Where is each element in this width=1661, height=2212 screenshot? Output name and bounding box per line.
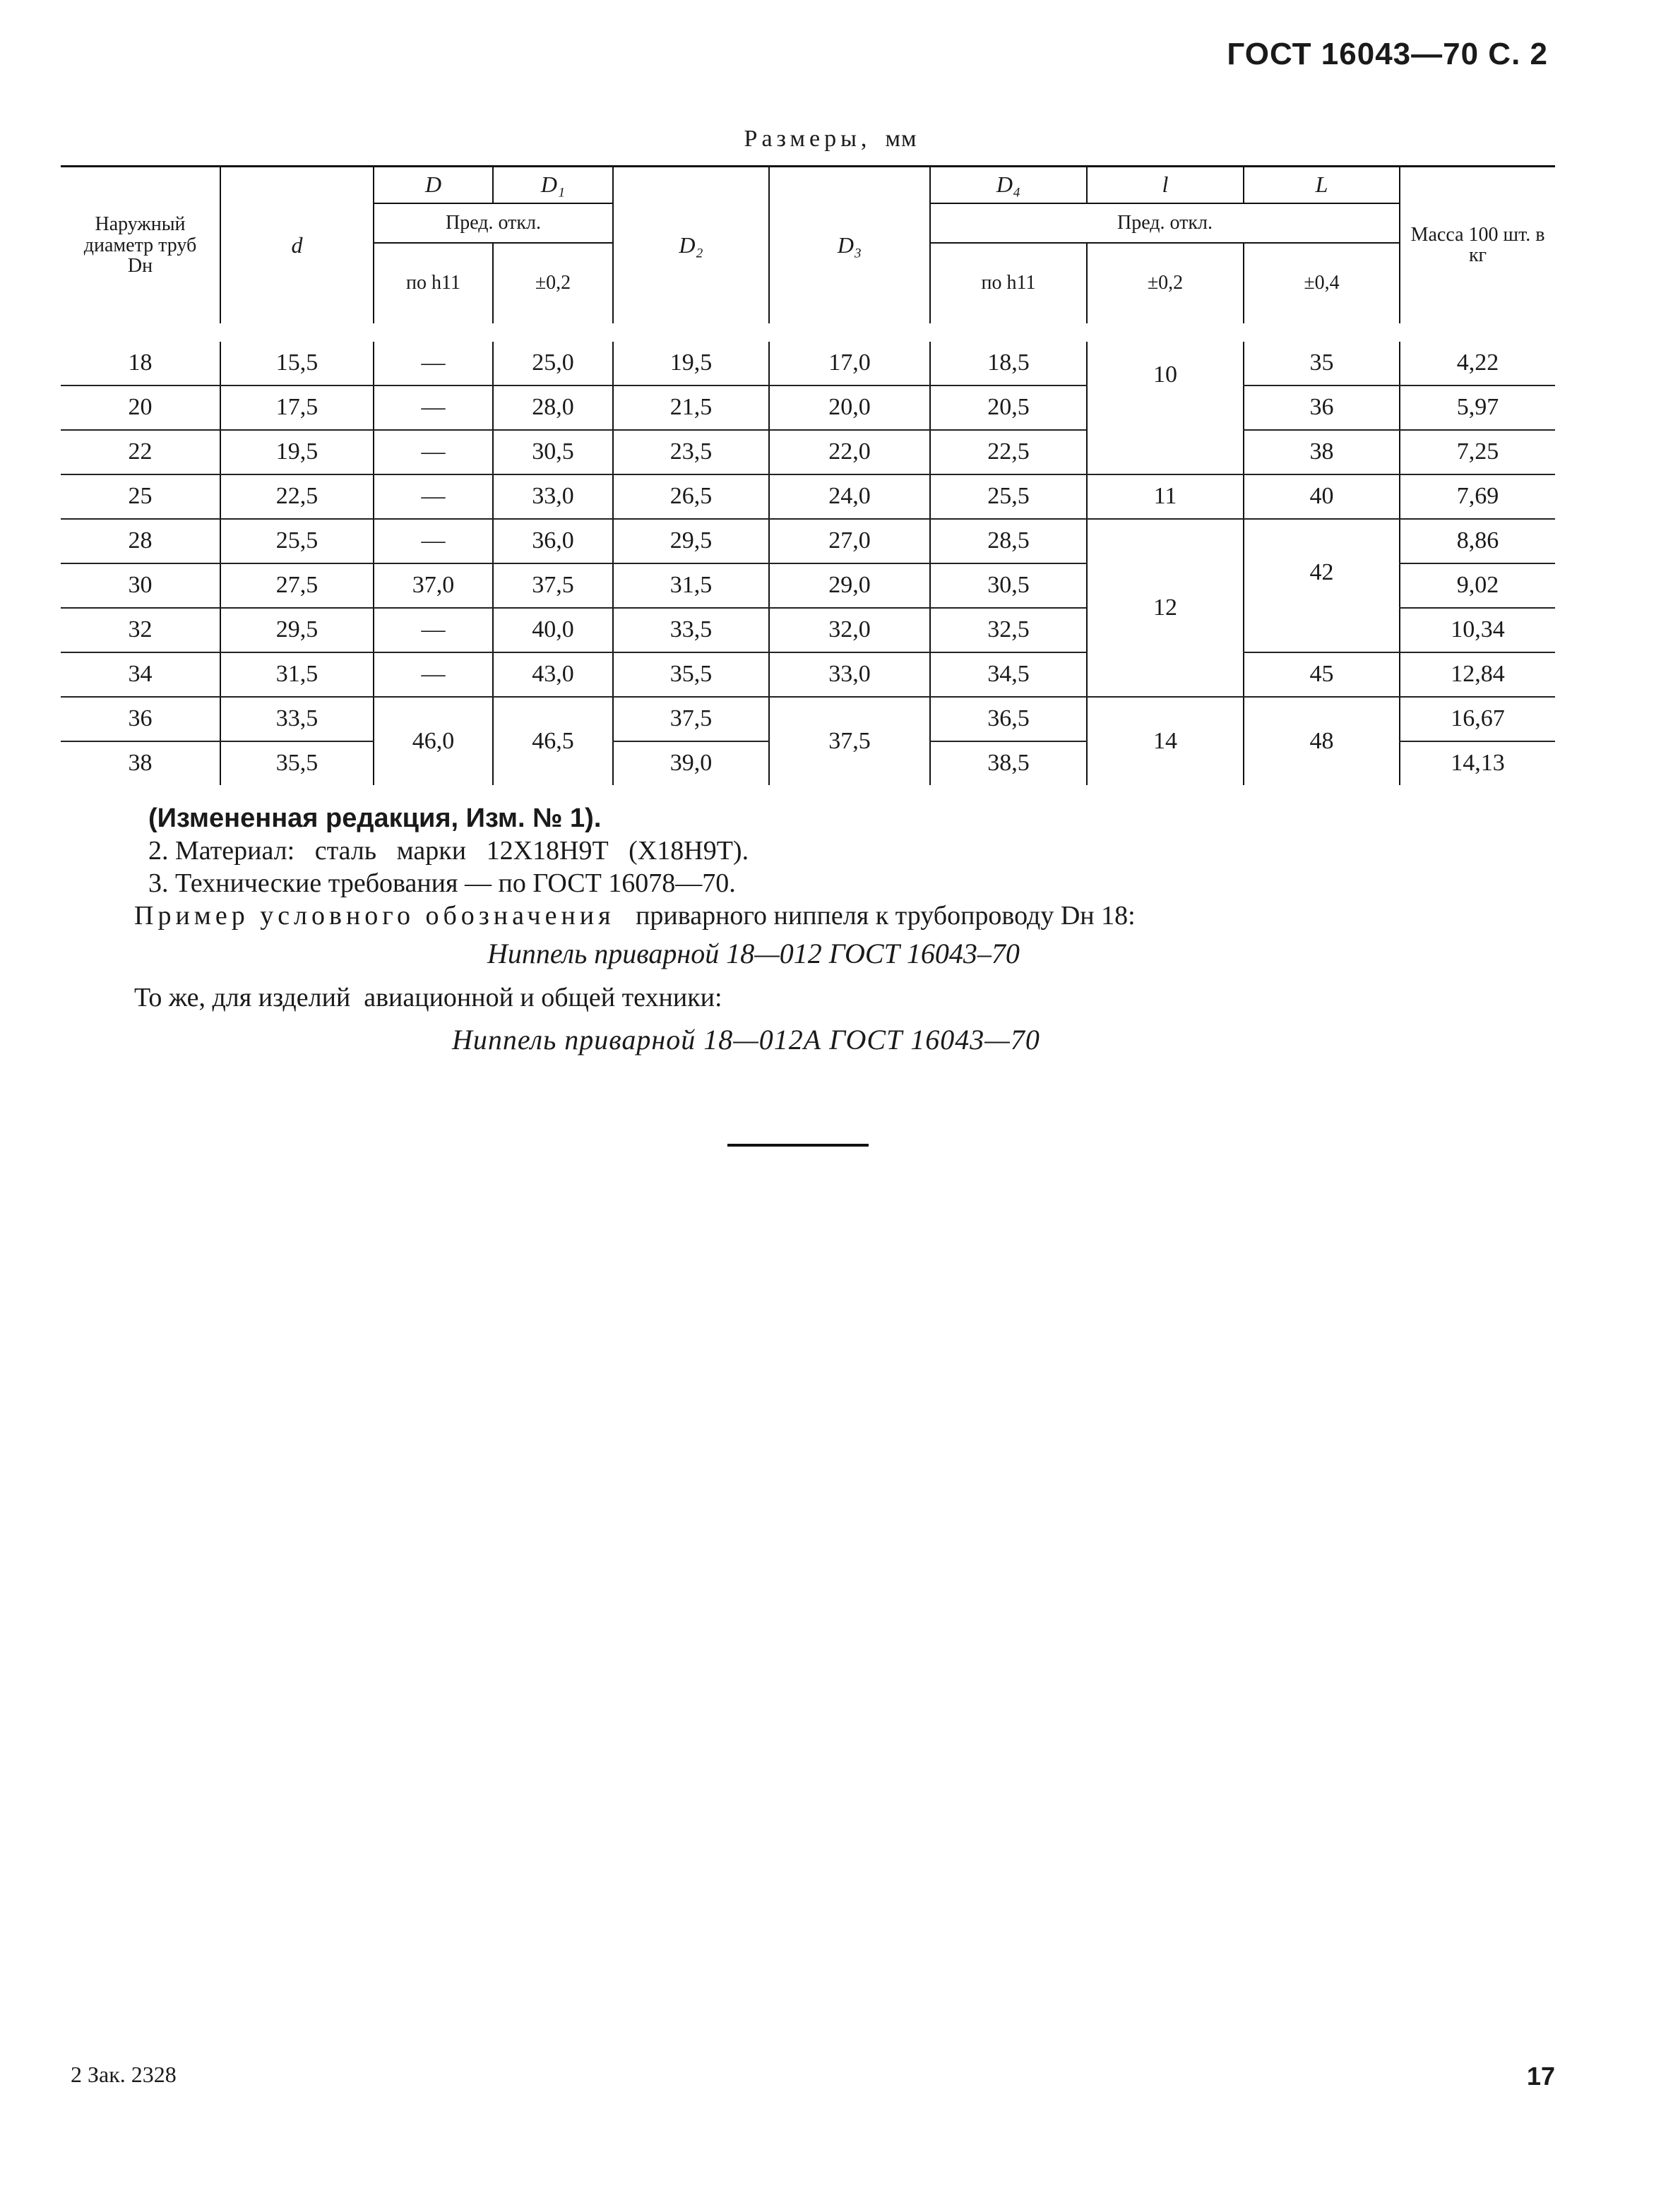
cell-dn: 36 [61,697,220,741]
example-lead: Пример условного обозначения [134,901,615,931]
cell-L: 45 [1244,652,1400,697]
cell-d: 33,5 [220,697,374,741]
cell-mass: 4,22 [1400,342,1555,385]
cell-dn: 25 [61,474,220,519]
cell-dn: 32 [61,608,220,652]
table-row [61,385,1555,430]
cell-L: 40 [1244,474,1400,519]
cell-D1: 33,0 [493,474,613,519]
cell-D: — [374,474,493,519]
cell-D: 37,0 [374,563,493,608]
header-tol-D: по h11 [374,243,493,323]
header-D3: D₃ [769,167,930,323]
cell-D: 46,0 [374,697,493,785]
cell-D4: 28,5 [930,519,1087,563]
cell-D2: 26,5 [613,474,769,519]
cell-L: 38 [1244,430,1400,474]
cell-dn: 38 [128,750,153,776]
cell-D2: 23,5 [613,430,769,474]
cell-D4: 36,5 [930,697,1087,741]
header-d: d [220,167,374,323]
cell-L: 48 [1244,697,1400,785]
cell-D4: 38,5 [930,741,1087,785]
cell-D4: 20,5 [930,385,1087,430]
cell-l: 10 [1087,342,1244,474]
cell-D3: 27,0 [769,519,930,563]
cell-D1: 43,0 [493,652,613,697]
same-for-note: То же, для изделий авиационной и общей техники: [134,983,722,1012]
cell-d: 27,5 [220,563,374,608]
cell-dn: 34 [61,652,220,697]
cell-D1: 25,0 [493,342,613,385]
header-D2: D₂ [613,167,769,323]
cell-D3: 20,0 [769,385,930,430]
cell-d: 35,5 [220,741,374,785]
cell-D4: 30,5 [930,563,1087,608]
cell-D4: 18,5 [930,342,1087,385]
cell-D: — [374,385,493,430]
cell-D1: 40,0 [493,608,613,652]
example-line [134,899,1136,932]
header-L: L [1244,167,1400,203]
cell-D: — [374,608,493,652]
cell-D1: 36,0 [493,519,613,563]
cell-D2: 37,5 [613,697,769,741]
header-tolerance-left: Пред. откл. [374,203,613,243]
page-header: ГОСТ 16043—70 С. 2 [1227,37,1548,71]
table-row [61,697,1555,741]
cell-dn: 30 [61,563,220,608]
table-row [61,342,1555,385]
cell-D2: 31,5 [613,563,769,608]
header-D: D [374,167,493,203]
cell-mass: 16,67 [1400,697,1555,741]
cell-d: 29,5 [220,608,374,652]
cell-d: 15,5 [220,342,374,385]
cell-mass: 14,13 [1400,741,1555,785]
header-mass: Масса 100 шт. в кг [1400,167,1555,323]
cell-D2: 33,5 [613,608,769,652]
cell-D3: 17,0 [769,342,930,385]
header-D1: D₁ [493,167,613,203]
cell-dn: 28 [61,519,220,563]
cell-mass: 8,86 [1400,519,1555,563]
cell-D: — [374,342,493,385]
header-outer-diameter: Наружный диаметр труб Dн [61,167,220,323]
material-note: 2. Материал: сталь марки 12Х18Н9Т (Х18Н9Т). [148,836,749,866]
header-tol-D1: ±0,2 [493,243,613,323]
cell-d: 25,5 [220,519,374,563]
cell-D3: 32,0 [769,608,930,652]
cell-D1: 37,5 [493,563,613,608]
caption-unit: мм [885,126,917,152]
cell-D2: 19,5 [613,342,769,385]
cell-mass: 12,84 [1400,652,1555,697]
header-tol-l: ±0,2 [1087,243,1244,323]
cell-d: 17,5 [220,385,374,430]
caption-text: Размеры, [744,126,871,152]
header-tol-L: ±0,4 [1244,243,1400,323]
cell-D1: 28,0 [493,385,613,430]
cell-mass: 9,02 [1400,563,1555,608]
cell-dn: 20 [61,385,220,430]
cell-L: 35 [1244,342,1400,385]
cell-mass: 5,97 [1400,385,1555,430]
table-row [61,474,1555,519]
table-row [61,430,1555,474]
cell-d: 31,5 [220,652,374,697]
cell-D2: 39,0 [613,741,769,785]
header-D4: D₄ [930,167,1087,203]
cell-l: 12 [1087,519,1244,697]
header-tol-D4: по h11 [930,243,1087,323]
cell-D4: 34,5 [930,652,1087,697]
cell-D4: 22,5 [930,430,1087,474]
header-tolerance-right: Пред. откл. [930,203,1400,243]
cell-L: 42 [1244,519,1400,652]
header-l: l [1087,167,1244,203]
cell-D: — [374,519,493,563]
page-number: 17 [1526,2062,1555,2091]
cell-L: 36 [1244,385,1400,430]
designation-example-2: Ниппель приварной 18—012А ГОСТ 16043—70 [452,1024,1040,1056]
designation-example-1: Ниппель приварной 18—012 ГОСТ 16043–70 [487,938,1020,969]
cell-mass: 7,25 [1400,430,1555,474]
cell-D3: 22,0 [769,430,930,474]
cell-d: 22,5 [220,474,374,519]
cell-l: 11 [1087,474,1244,519]
cell-D: — [374,430,493,474]
cell-D2: 21,5 [613,385,769,430]
cell-dn: 18 [61,342,220,385]
cell-D3: 29,0 [769,563,930,608]
cell-D3: 37,5 [769,697,930,785]
table-row [61,519,1555,563]
footer-order-number: 2 Зак. 2328 [71,2062,177,2087]
cell-D3: 33,0 [769,652,930,697]
cell-d: 19,5 [220,430,374,474]
cell-mass: 10,34 [1400,608,1555,652]
cell-l: 14 [1087,697,1244,785]
notes-block [127,802,1136,1056]
requirements-note: 3. Технические требования — по ГОСТ 16078—70. [148,868,736,898]
cell-D1: 46,5 [493,697,613,785]
divider-rule [727,1144,869,1147]
example-rest: приварного ниппеля к трубопроводу Dн 18: [636,901,1136,931]
table-caption [0,126,1661,153]
cell-D: — [374,652,493,697]
revision-note: (Измененная редакция, Изм. № 1). [148,803,602,833]
cell-D4: 32,5 [930,608,1087,652]
cell-D2: 29,5 [613,519,769,563]
cell-D2: 35,5 [613,652,769,697]
cell-dn: 22 [61,430,220,474]
cell-D3: 24,0 [769,474,930,519]
dimensions-table [61,165,1555,785]
cell-D4: 25,5 [930,474,1087,519]
table-row [61,652,1555,697]
cell-mass: 7,69 [1400,474,1555,519]
cell-D1: 30,5 [493,430,613,474]
